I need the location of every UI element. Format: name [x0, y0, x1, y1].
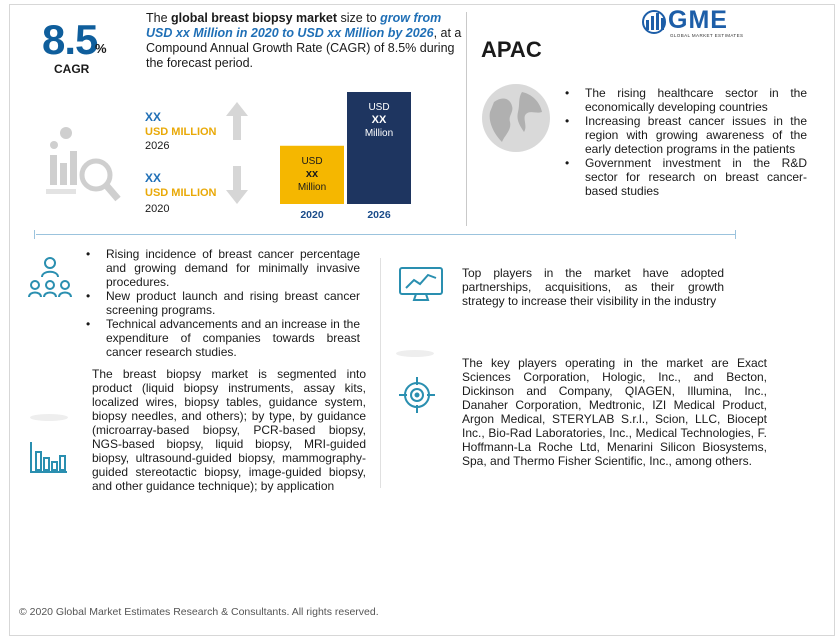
- monitor-chart-icon: [398, 266, 444, 302]
- bar-value-label: xx: [305, 167, 319, 180]
- logo-subtitle: GLOBAL MARKET ESTIMATES: [670, 33, 744, 38]
- value-2026-xx: XX: [145, 110, 162, 124]
- region-bullet: • The rising healthcare sector in the economically developing countries: [565, 86, 807, 114]
- logo-globe-icon: [640, 8, 668, 36]
- copyright-footer: © 2020 Global Market Estimates Research & Consultants. All rights reserved.: [19, 606, 379, 618]
- region-bullet: • Government investment in the R&D sector for research on breast cancer-based studies: [565, 156, 807, 198]
- people-network-icon: [26, 255, 74, 301]
- cagr-label: CAGR: [54, 62, 90, 76]
- value-2020-xx: XX: [145, 171, 162, 185]
- section-divider-line: [36, 234, 736, 235]
- x-axis-tick-label: 2026: [367, 209, 391, 221]
- divider-vertical-bottom: [380, 258, 381, 488]
- growth-drivers-list: [86, 247, 360, 359]
- value-2020-year: 2020: [145, 203, 170, 215]
- driver-item: • Rising incidence of breast cancer percentage and growing demand for minimally invasive procedures.: [86, 247, 360, 289]
- value-2026-unit: USD MILLION: [145, 126, 217, 138]
- intro-text: The global breast biopsy market size to grow from USD xx Million in 2020 to USD xx Million by 2026, at a Compound Annual Growth Rate (CAGR) of 8.5% during the forecast period.: [146, 11, 462, 70]
- bar-value-label: Million: [297, 181, 327, 193]
- icon-shadow: [396, 350, 434, 357]
- driver-item: • New product launch and rising breast cancer screening programs.: [86, 289, 360, 317]
- bar-value-label: Million: [364, 128, 394, 139]
- logo-wordmark: GME: [668, 6, 728, 34]
- bar-value-label: USD: [301, 155, 323, 167]
- cagr-value: 8.5: [42, 16, 98, 63]
- driver-item: • Technical advancements and an increase in the expenditure of companies towards breast cancer research studies.: [86, 317, 360, 359]
- value-2020-unit: USD MILLION: [145, 187, 217, 199]
- arrow-down-icon: [226, 166, 248, 204]
- globe-icon: [480, 82, 554, 154]
- strategy-text: Top players in the market have adopted partnerships, acquisitions, as their growth strategy to increase their visibility in the industry: [462, 266, 724, 308]
- region-bullet: • Increasing breast cancer issues in the region with growing awareness of the early detection programs in the patients: [565, 114, 807, 156]
- divider-tick-right: [735, 230, 736, 239]
- region-bullets: [565, 86, 807, 198]
- bar-value-label: XX: [371, 114, 387, 126]
- bar-value-label: USD: [368, 102, 390, 113]
- bar-graph-icon: [29, 440, 69, 474]
- divider-vertical-top: [466, 12, 467, 226]
- divider-tick-left: [34, 230, 35, 239]
- value-2026-year: 2026: [145, 140, 170, 152]
- icon-shadow: [30, 414, 68, 421]
- region-title: APAC: [481, 37, 542, 62]
- arrow-up-icon: [226, 102, 248, 140]
- segmentation-text: The breast biopsy market is segmented into product (liquid biopsy instruments, assay kits, localized wires, biopsy tables, guidance system, biopsy needles, and others); by type, by guidance (microarray-based biopsy, PCR-based biopsy, NGS-based biopsy, liquid biopsy, MRI-guided biopsy, ultrasound-guided biopsy, mammography-guided stereotactic biopsy, image-guided biopsy, and other guidance technique); by application: [92, 367, 366, 493]
- cagr-percent: %: [95, 41, 107, 56]
- target-crosshair-icon: [398, 376, 436, 414]
- market-bar-chart: [270, 84, 430, 224]
- key-players-text: The key players operating in the market are Exact Sciences Corporation, Hologic, Inc., and Becton, Dickinson and Company, QIAGEN, Illumina, Inc., Danaher Corporation, Medtronic, IZI Medical Product, Argon Medical, STERYLAB S.r.l., Scion, LLC, Biocept Inc., Bio-Rad Laboratories, Inc., Medical Technologies, F. Hoffmann-La Roche Ltd, Menarini Silicon Biosystems, Spa, and Thermo Fisher Scientific, Inc., among others.: [462, 356, 767, 468]
- x-axis-tick-label: 2020: [300, 209, 324, 221]
- analytics-magnifier-icon: [44, 123, 122, 205]
